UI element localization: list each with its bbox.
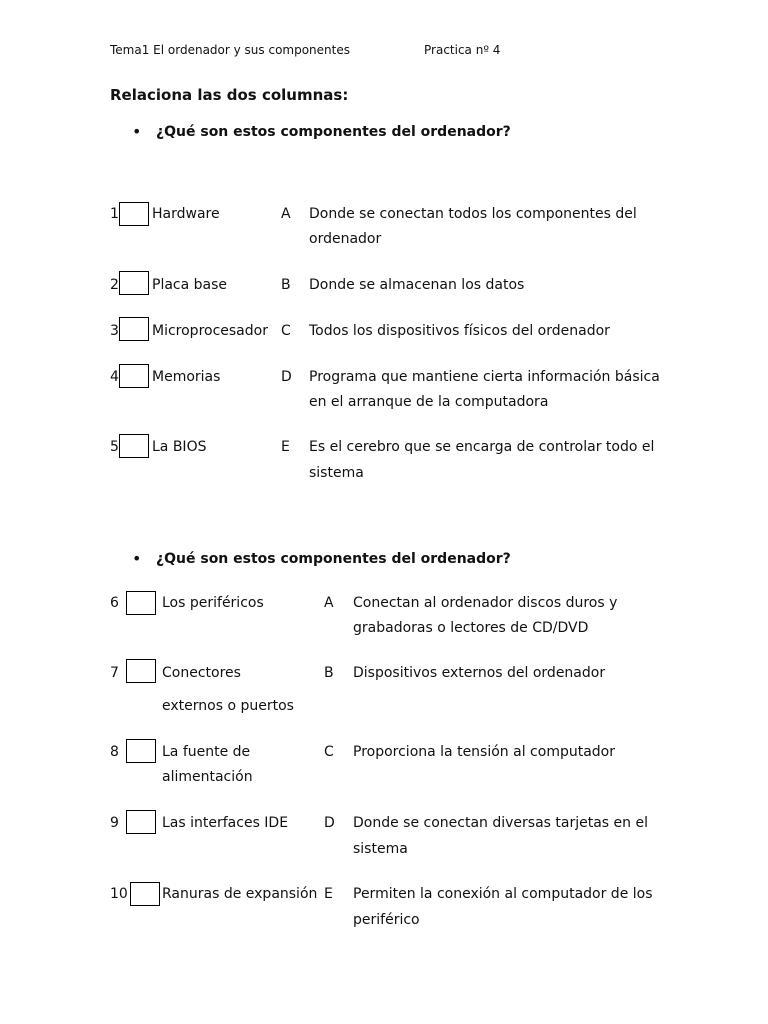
definition-text-cont: grabadoras o lectores de CD/DVD <box>353 620 589 636</box>
instruction-title: Relaciona las dos columnas: <box>110 86 349 104</box>
answer-box-1[interactable] <box>119 202 149 226</box>
definition-text: Todos los dispositivos físicos del ordenador <box>309 323 610 339</box>
definition-letter: D <box>324 815 335 831</box>
answer-box-5[interactable] <box>119 434 149 458</box>
answer-box-10[interactable] <box>130 882 160 906</box>
section-1-question: ¿Qué son estos componentes del ordenador? <box>156 124 511 140</box>
definition-text: Conectan al ordenador discos duros y <box>353 595 618 611</box>
item-number: 8 <box>110 744 119 760</box>
bullet-icon: • <box>132 122 142 141</box>
item-term: Microprocesador <box>152 323 268 339</box>
item-term: La BIOS <box>152 439 207 455</box>
answer-box-7[interactable] <box>126 659 156 683</box>
definition-letter: C <box>324 744 334 760</box>
item-term: Placa base <box>152 277 228 293</box>
definition-text: Proporciona la tensión al computador <box>353 744 615 760</box>
item-number: 2 <box>110 277 119 293</box>
item-term: Las interfaces IDE <box>162 815 289 831</box>
item-number: 3 <box>110 323 119 339</box>
item-term: Los periféricos <box>162 595 264 611</box>
definition-letter: D <box>281 369 292 385</box>
definition-text: Dispositivos externos del ordenador <box>353 665 606 681</box>
definition-letter: A <box>281 206 291 222</box>
definition-text-cont: sistema <box>309 465 364 481</box>
item-term-cont: alimentación <box>162 769 253 785</box>
definition-text: Permiten la conexión al computador de los <box>353 886 653 902</box>
item-number: 4 <box>110 369 119 385</box>
item-term: Hardware <box>152 206 220 222</box>
definition-letter: B <box>324 665 334 681</box>
definition-text: Donde se conectan todos los componentes del <box>309 206 637 222</box>
item-number: 1 <box>110 206 119 222</box>
answer-box-4[interactable] <box>119 364 149 388</box>
definition-letter: A <box>324 595 334 611</box>
header-practice-number: Practica nº 4 <box>424 43 501 57</box>
item-number: 7 <box>110 665 119 681</box>
bullet-icon: • <box>132 549 142 568</box>
definition-letter: E <box>281 439 290 455</box>
definition-text: Donde se almacenan los datos <box>309 277 525 293</box>
answer-box-2[interactable] <box>119 271 149 295</box>
item-term: La fuente de <box>162 744 251 760</box>
definition-text: Donde se conectan diversas tarjetas en el <box>353 815 648 831</box>
item-term: Conectores <box>162 665 241 681</box>
answer-box-9[interactable] <box>126 810 156 834</box>
definition-text-cont: ordenador <box>309 231 382 247</box>
answer-box-8[interactable] <box>126 739 156 763</box>
item-number: 6 <box>110 595 119 611</box>
definition-text: Es el cerebro que se encarga de controlar todo el <box>309 439 655 455</box>
definition-text: Programa que mantiene cierta información básica <box>309 369 660 385</box>
answer-box-3[interactable] <box>119 317 149 341</box>
answer-box-6[interactable] <box>126 591 156 615</box>
item-number: 10 <box>110 886 128 902</box>
header-title: Tema1 El ordenador y sus componentes <box>110 43 350 57</box>
item-number: 5 <box>110 439 119 455</box>
item-term: Ranuras de expansión <box>162 886 318 902</box>
definition-text-cont: periférico <box>353 912 420 928</box>
definition-letter: B <box>281 277 291 293</box>
section-2-question: ¿Qué son estos componentes del ordenador? <box>156 551 511 567</box>
definition-letter: E <box>324 886 333 902</box>
definition-text-cont: sistema <box>353 841 408 857</box>
item-number: 9 <box>110 815 119 831</box>
definition-letter: C <box>281 323 291 339</box>
item-term: Memorias <box>152 369 221 385</box>
definition-text-cont: en el arranque de la computadora <box>309 394 549 410</box>
item-term-cont: externos o puertos <box>162 698 294 714</box>
